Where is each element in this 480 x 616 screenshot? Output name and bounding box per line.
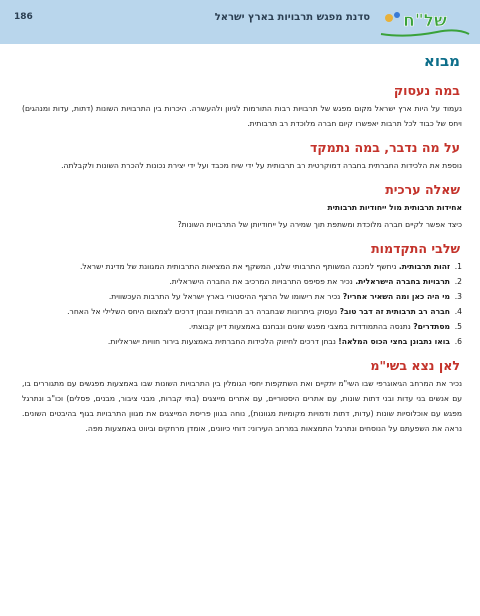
step-number: 1. [454, 262, 462, 271]
step-keyword: מסתדרים? [413, 322, 450, 331]
step-keyword: תרבויות בחברה הישראלית. [355, 277, 450, 286]
page-content [22, 52, 462, 616]
step-text: נעסוק ביתרונות שבחברה רב תרבותית ונבחן דרכים לצמצום היחס השלילי אל האחר. [67, 307, 338, 316]
step-number: 2. [454, 277, 462, 286]
step-number: 3. [454, 292, 462, 301]
section-steps-title: שלבי התקדמות [371, 241, 460, 256]
step-keyword: מי היה כאן ומה השאיר אחריו? [342, 292, 450, 301]
running-title: סדנת מפגש תרבויות בארץ ישראל [214, 12, 370, 23]
section-topic-body: נעמוד על היות ארץ ישראל מקום מפגש של תרבויות רבות התורמות לגיוון ולהעשרה. היכרות בין התרבויות השונות (דתות, עדות ומנהגים) ויחס של כבוד לכל תרבות יאפשרו קיום חברה מלוכדת רב תרבותית. [22, 104, 462, 128]
section-question-subhead: אחידות תרבותית מול ייחודיות תרבותית [327, 203, 462, 212]
page-header [0, 0, 480, 44]
step-keyword: חברה רב תרבותית זה דבר טוב? [339, 307, 450, 316]
section-trip [22, 357, 462, 436]
step-item [22, 289, 462, 304]
shelah-logo [377, 4, 472, 40]
step-text: נבחן דרכים לחיזוק הלכידות החברתית באמצעות בירור חוויות ישראליות. [107, 337, 336, 346]
svg-text:של"ח: של"ח [403, 11, 447, 31]
section-value-title: על מה נדבר, במה נתמקד [309, 140, 460, 155]
section-topic-title: במה נעסוק [393, 83, 460, 98]
step-keyword: בואו נתבונן בחצי הכוס המלאה! [338, 337, 450, 346]
section-question-title: שאלה ערכית [385, 182, 460, 197]
steps-list [22, 259, 462, 349]
section-value-body: נוספת את הלכידות החברתית בחברה דמוקרטית רב תרבותית על ידי שיח מכבד ועל ידי יצירת נכונות להכרת השונות ולקבלתה. [61, 161, 462, 170]
section-value [22, 139, 462, 173]
step-item [22, 274, 462, 289]
page-number: 186 [14, 12, 33, 22]
section-topic [22, 82, 462, 131]
step-keyword: זהות תרבותית. [398, 262, 450, 271]
section-question-body: כיצד אפשר לקיים חברה מלוכדת ומשתפת תוך שמירה על ייחודיותן של התרבויות השונות? [177, 220, 462, 229]
step-text: נכיר את פסיפס התרבויות המרכיב את החברה הישראלית. [169, 277, 353, 286]
step-item [22, 334, 462, 349]
section-trip-body: נכיר את המרחב הגיאוגרפי שבו השי"מ יתקיים ואת השתקפות יחסי הגומלין בין התרבויות השונות שבו באמצעות מפגשים עם מתגוררים בו, עם אנשים בני עדות ובני דתות שונות, עם אתרים היסטוריים, עם אתרים מייצגים (בתי קברות, מבני ציבור, מבנים, פסלים) וכו"ב ונתרגל מפגש עם אוכלוסיות שונות (עדות, דתות ודמויות מקומיות מגוונות), נוחה בגוון פריסת המייצגים את מגוון התרבויות בגוף בהיבטים השונים. נראה את השפעתם על הנוסחים ונתרגל התמצאות במרחב העירוני: דוחי כיוונים, אומדן מרחקים וביווט באמצעות מפה. [22, 379, 462, 433]
step-item [22, 319, 462, 334]
section-trip-title: לאן נצא בשי"מ [370, 358, 460, 373]
step-item [22, 259, 462, 274]
section-question [22, 181, 462, 232]
step-number: 5. [454, 322, 462, 331]
intro-title: מבוא [423, 52, 460, 70]
step-number: 4. [454, 307, 462, 316]
step-text: נתנסה בהתמודדות במצבי מפגש שונים ונבחנם באמצעות דיון קבוצתי. [188, 322, 411, 331]
step-number: 6. [454, 337, 462, 346]
step-item [22, 304, 462, 319]
step-text: נכיר את רישומו של הרצף ההיסטורי בארץ ישראל על התרבות העכשווית. [108, 292, 341, 301]
step-text: ניחשף למכנה המשותף התרבותי שלנו, המשקף את המציאות התרבותית המגוונת של מדינת ישראל. [80, 262, 397, 271]
section-steps [22, 240, 462, 349]
